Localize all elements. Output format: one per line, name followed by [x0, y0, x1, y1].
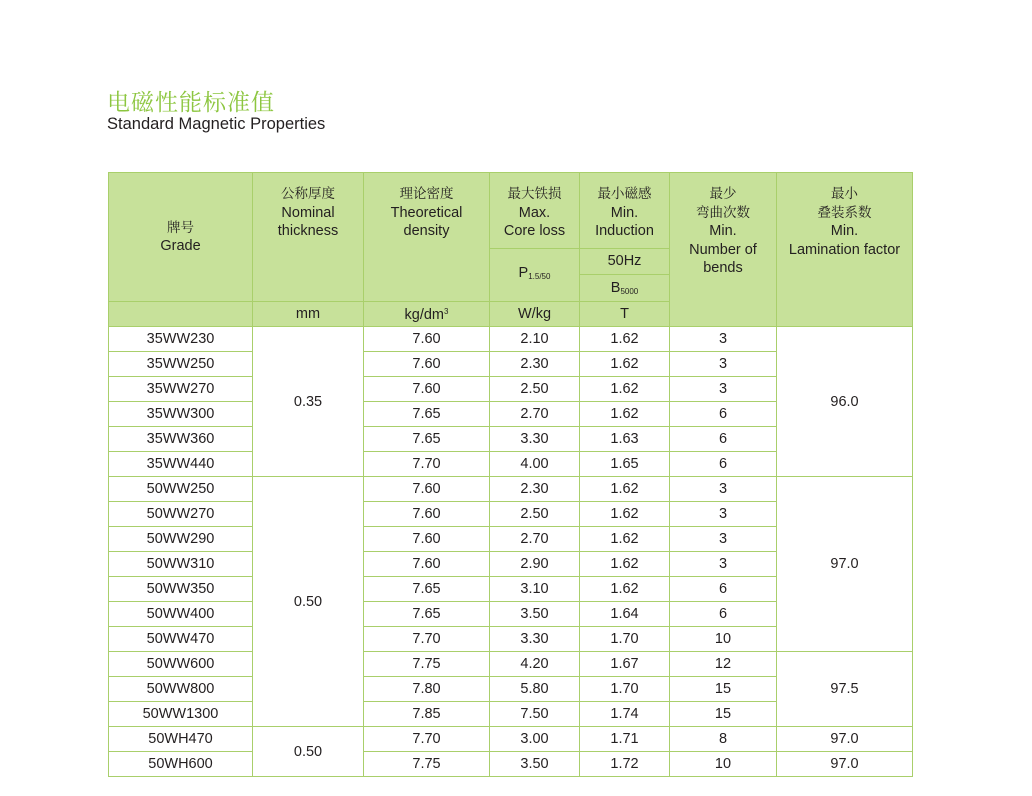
- density-cell: 7.65: [364, 427, 490, 452]
- coreloss-cell: 7.50: [490, 702, 580, 727]
- grade-cell: 35WW360: [109, 427, 253, 452]
- coreloss-symbol: $P_{1.5/50}$: [490, 249, 580, 302]
- thickness-header: [253, 173, 364, 302]
- induction-header-en2: Induction: [595, 223, 654, 239]
- grade-cell: 50WW1300: [109, 702, 253, 727]
- thickness-cell: 0.50: [253, 477, 364, 727]
- grade-header-cn: 牌号: [167, 219, 194, 236]
- bends-cell: 15: [670, 677, 777, 702]
- bends-cell: 6: [670, 402, 777, 427]
- coreloss-cell: 2.50: [490, 377, 580, 402]
- coreloss-cell: 3.00: [490, 727, 580, 752]
- density-cell: 7.75: [364, 652, 490, 677]
- density-cell: 7.65: [364, 602, 490, 627]
- induction-cell: 1.62: [580, 577, 670, 602]
- table-body: [109, 327, 913, 777]
- coreloss-header: [490, 173, 580, 249]
- bends-cell: 3: [670, 327, 777, 352]
- lamination-cell: 97.0: [777, 727, 913, 752]
- coreloss-cell: 3.30: [490, 627, 580, 652]
- bends-cell: 3: [670, 377, 777, 402]
- bends-header-en3: bends: [703, 260, 743, 276]
- coreloss-cell: 2.30: [490, 352, 580, 377]
- coreloss-cell: 2.70: [490, 527, 580, 552]
- grade-cell: 50WW290: [109, 527, 253, 552]
- coreloss-cell: 3.50: [490, 602, 580, 627]
- density-header: [364, 173, 490, 302]
- induction-cell: 1.64: [580, 602, 670, 627]
- grade-cell: 50WW310: [109, 552, 253, 577]
- induction-frequency: 50Hz: [580, 249, 669, 275]
- density-cell: 7.60: [364, 327, 490, 352]
- density-cell: 7.70: [364, 452, 490, 477]
- magnetic-properties-table: [108, 172, 913, 777]
- coreloss-cell: 3.50: [490, 752, 580, 777]
- coreloss-cell: 2.70: [490, 402, 580, 427]
- induction-cell: 1.71: [580, 727, 670, 752]
- bends-header-cn1: 最少: [709, 186, 737, 202]
- induction-cell: 1.72: [580, 752, 670, 777]
- bends-cell: 15: [670, 702, 777, 727]
- coreloss-cell: 2.90: [490, 552, 580, 577]
- lamination-header-en2: Lamination factor: [788, 241, 901, 258]
- bends-cell: 3: [670, 502, 777, 527]
- induction-cell: 1.62: [580, 352, 670, 377]
- unit-thickness: mm: [253, 302, 364, 327]
- unit-density: $kg/dm^3$: [364, 302, 490, 327]
- density-cell: 7.70: [364, 627, 490, 652]
- induction-symbol: $B_{5000}$: [610, 280, 639, 296]
- bends-cell: 6: [670, 427, 777, 452]
- induction-cell: 1.62: [580, 402, 670, 427]
- bends-cell: 3: [670, 477, 777, 502]
- coreloss-cell: 3.10: [490, 577, 580, 602]
- unit-induction: T: [580, 302, 670, 327]
- bends-cell: 8: [670, 727, 777, 752]
- table-row: [109, 652, 913, 677]
- density-cell: 7.60: [364, 352, 490, 377]
- grade-cell: 35WW230: [109, 327, 253, 352]
- lamination-cell: 96.0: [777, 327, 913, 477]
- density-cell: 7.60: [364, 527, 490, 552]
- induction-cell: 1.62: [580, 527, 670, 552]
- bends-cell: 10: [670, 627, 777, 652]
- bends-cell: 3: [670, 527, 777, 552]
- density-cell: 7.60: [364, 502, 490, 527]
- thickness-cell: 0.50: [253, 727, 364, 777]
- bends-header-en1: Min.: [709, 223, 737, 239]
- induction-cell: 1.62: [580, 327, 670, 352]
- grade-cell: 50WH470: [109, 727, 253, 752]
- lamination-cell: 97.5: [777, 652, 913, 727]
- density-header-en1: Theoretical: [390, 204, 463, 221]
- thickness-header-cn: 公称厚度: [281, 186, 335, 202]
- section-title-chinese: 电磁性能标准值: [107, 90, 275, 116]
- density-cell: 7.80: [364, 677, 490, 702]
- coreloss-header-en2: Core loss: [503, 223, 566, 239]
- bends-cell: 6: [670, 452, 777, 477]
- table-row: [109, 327, 913, 352]
- grade-cell: 50WW400: [109, 602, 253, 627]
- coreloss-cell: 4.00: [490, 452, 580, 477]
- density-cell: 7.75: [364, 752, 490, 777]
- coreloss-cell: 5.80: [490, 677, 580, 702]
- density-cell: 7.60: [364, 552, 490, 577]
- bends-cell: 6: [670, 602, 777, 627]
- induction-cell: 1.63: [580, 427, 670, 452]
- grade-cell: 35WW300: [109, 402, 253, 427]
- thickness-cell: 0.35: [253, 327, 364, 477]
- thickness-header-en2: thickness: [277, 223, 339, 239]
- bends-header: [670, 173, 777, 327]
- grade-cell: 35WW440: [109, 452, 253, 477]
- induction-header: [580, 173, 670, 249]
- coreloss-cell: 3.30: [490, 427, 580, 452]
- induction-header-cn: 最小磁感: [597, 186, 652, 202]
- bends-cell: 12: [670, 652, 777, 677]
- coreloss-cell: 2.50: [490, 502, 580, 527]
- bends-cell: 3: [670, 352, 777, 377]
- induction-cell: 1.74: [580, 702, 670, 727]
- bends-cell: 10: [670, 752, 777, 777]
- induction-cell: 1.70: [580, 627, 670, 652]
- grade-cell: 50WH600: [109, 752, 253, 777]
- bends-header-cn2: 弯曲次数: [696, 204, 750, 221]
- induction-header-en1: Min.: [610, 204, 639, 221]
- lamination-header-en1: Min.: [830, 223, 859, 239]
- density-cell: 7.60: [364, 477, 490, 502]
- bends-cell: 6: [670, 577, 777, 602]
- grade-cell: 50WW250: [109, 477, 253, 502]
- grade-cell: 50WW270: [109, 502, 253, 527]
- grade-cell: 35WW250: [109, 352, 253, 377]
- coreloss-cell: 2.30: [490, 477, 580, 502]
- grade-cell: 35WW270: [109, 377, 253, 402]
- coreloss-cell: 4.20: [490, 652, 580, 677]
- density-cell: 7.70: [364, 727, 490, 752]
- induction-cell: 1.67: [580, 652, 670, 677]
- table-row: [109, 752, 913, 777]
- induction-cell: 1.62: [580, 502, 670, 527]
- lamination-cell: 97.0: [777, 752, 913, 777]
- coreloss-cell: 2.10: [490, 327, 580, 352]
- grade-header: [109, 173, 253, 302]
- grade-cell: 50WW350: [109, 577, 253, 602]
- density-cell: 7.65: [364, 577, 490, 602]
- induction-condition: [580, 249, 670, 302]
- unit-grade: [109, 302, 253, 327]
- lamination-header: [777, 173, 913, 327]
- grade-cell: 50WW800: [109, 677, 253, 702]
- induction-cell: 1.62: [580, 377, 670, 402]
- coreloss-header-cn: 最大铁损: [507, 186, 562, 202]
- section-title-english: Standard Magnetic Properties: [107, 115, 326, 133]
- induction-cell: 1.70: [580, 677, 670, 702]
- bends-cell: 3: [670, 552, 777, 577]
- grade-cell: 50WW600: [109, 652, 253, 677]
- lamination-header-cn2: 叠装系数: [817, 204, 872, 221]
- bends-header-en2: Number of: [689, 241, 757, 258]
- lamination-header-cn1: 最小: [831, 186, 858, 202]
- induction-cell: 1.62: [580, 552, 670, 577]
- induction-cell: 1.62: [580, 477, 670, 502]
- density-header-en2: density: [403, 223, 450, 239]
- lamination-cell: 97.0: [777, 477, 913, 652]
- coreloss-header-en1: Max.: [518, 204, 551, 221]
- unit-coreloss: W/kg: [490, 302, 580, 327]
- density-cell: 7.65: [364, 402, 490, 427]
- thickness-header-en1: Nominal: [281, 204, 335, 221]
- table-row: [109, 727, 913, 752]
- density-cell: 7.85: [364, 702, 490, 727]
- density-cell: 7.60: [364, 377, 490, 402]
- induction-cell: 1.65: [580, 452, 670, 477]
- density-header-cn: 理论密度: [399, 186, 454, 202]
- table-row: [109, 477, 913, 502]
- grade-cell: 50WW470: [109, 627, 253, 652]
- grade-header-en: Grade: [160, 238, 201, 254]
